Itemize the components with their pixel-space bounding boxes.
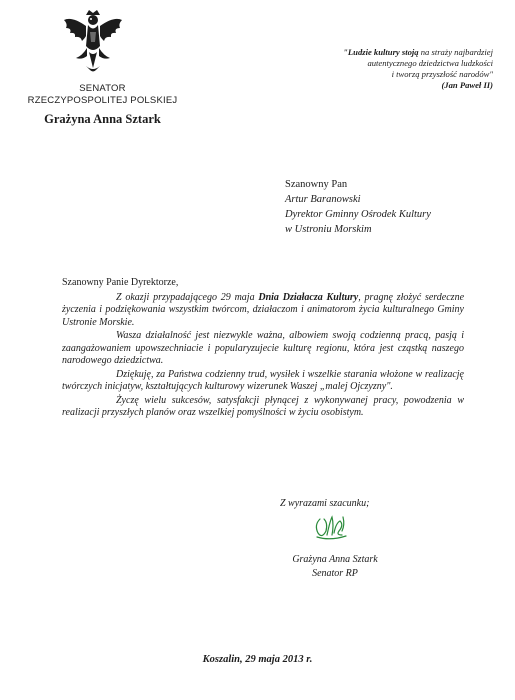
- polish-eagle-emblem-icon: [62, 6, 124, 74]
- place-and-date: Koszalin, 29 maja 2013 r.: [202, 654, 313, 665]
- recipient-address: [285, 177, 431, 237]
- quote-block: [263, 47, 493, 91]
- signer-name: Grażyna Anna Sztark: [292, 554, 378, 565]
- quote-line-3: i tworzą przyszłość narodów": [391, 69, 493, 79]
- closing-phrase: Z wyrazami szacunku;: [280, 498, 370, 509]
- quote-line-2: autentycznego dziedzictwa ludzkości: [367, 58, 493, 68]
- signature-block: [275, 553, 395, 581]
- recipient-location: w Ustroniu Morskim: [285, 224, 372, 235]
- quote-line-1-rest: na straży najbardziej: [418, 47, 493, 57]
- event-name: Dnia Działacza Kultury: [258, 291, 359, 303]
- letter-greeting: Szanowny Panie Dyrektorze,: [62, 277, 179, 288]
- paragraph-4: Życzę wielu sukcesów, satysfakcji płynącej z wykonywanej pracy, powodzenia w realizacji przyszłych planów oraz wszelkiej pomyślności w życiu osobistym.: [62, 394, 464, 418]
- senate-name: RZECZYPOSPOLITEJ POLSKIEJ: [27, 95, 178, 106]
- paragraph-1-start: Z okazji przypadającego 29 maja: [116, 291, 259, 303]
- paragraph-3: Dziękuję, za Państwa codzienny trud, wysiłek i wszelkie starania włożone w realizację twórczych inicjatyw, kształtujących kulturowy wizerunek Waszej „malej Ojczyzny".: [62, 368, 464, 392]
- signer-title: Senator RP: [312, 568, 358, 579]
- paragraph-1: [62, 292, 464, 330]
- paragraph-2: Wasza działalność jest niezwykle ważna, albowiem swoją codzienną pracą, pasją i zaangażowaniem upowszechniacie i popularyzujecie kulturę regionu, która jest cząstką naszego narodowego dziedzictwa.: [62, 330, 464, 366]
- recipient-position: Dyrektor Gminny Ośrodek Kultury: [285, 209, 431, 220]
- quote-author: (Jan Paweł II): [441, 80, 493, 90]
- recipient-salutation: Szanowny Pan: [285, 179, 348, 190]
- quote-line-1: [263, 47, 493, 58]
- quote-line-1-bold: "Ludzie kultury stoją: [343, 47, 419, 57]
- senator-name: Grażyna Anna Sztark: [44, 112, 161, 126]
- recipient-name: Artur Baranowski: [285, 194, 361, 205]
- letter-body: [62, 277, 464, 420]
- handwritten-signature-icon: [312, 511, 350, 547]
- paragraph-1-end: , pragnę złożyć serdeczne życzenia i podziękowania wszystkim twórcom, działaczom i animatorom życia kulturalnego Gminy Ustronie Morskie.: [62, 291, 465, 328]
- senator-title: SENATOR: [79, 83, 126, 94]
